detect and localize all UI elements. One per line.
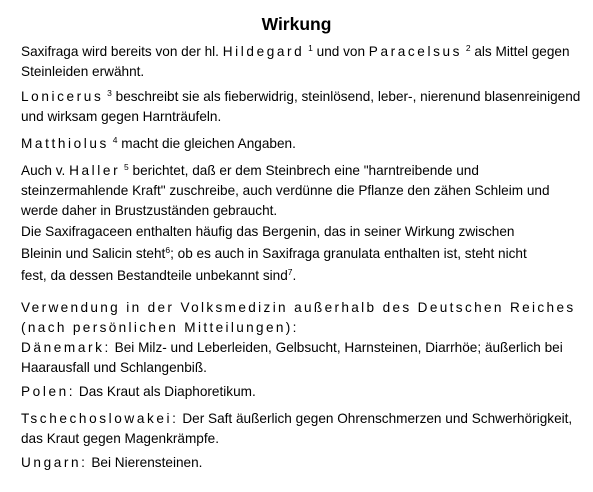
footnote-ref: 2 <box>465 43 471 53</box>
paragraph-bergenin <box>21 221 586 287</box>
text-line <box>21 243 586 265</box>
page-title: Wirkung <box>261 14 332 34</box>
text-segment: als Mittel gegen Steinleiden erwähnt. <box>21 44 570 79</box>
text-line <box>21 265 586 287</box>
footnote-ref: 7 <box>287 267 293 277</box>
text-segment: berichtet, daß er dem Steinbrech eine "harntreibende und steinzermahlende Kraft" zuschreibe, auch verdünne die Pflanze den zähen Schleim und werde daher in Brustzuständen gebraucht. <box>21 163 550 218</box>
text-segment: und von <box>312 44 369 59</box>
country-entry-daenemark <box>21 338 586 378</box>
country-text: Bei Nierensteinen. <box>87 455 203 470</box>
text-segment: ; ob es auch in Saxifraga granulata enthalten ist, steht nicht <box>170 246 527 261</box>
country-name: Polen: <box>21 384 76 399</box>
country-text: Der Saft äußerlich gegen Ohrenschmerzen und Schwerhörigkeit, das Kraut gegen Magenkrämpfe. <box>21 411 573 446</box>
author-name: Hildegard <box>222 44 305 59</box>
footnote-ref: 1 <box>308 43 313 53</box>
footnote-ref: 3 <box>107 88 112 98</box>
country-entry-tschechoslowakei <box>21 409 586 449</box>
footnote-ref: 5 <box>124 162 129 172</box>
author-name: Paracelsus <box>368 44 463 59</box>
text-segment: fest, da dessen Bestandteile unbekannt sind <box>21 268 288 283</box>
country-name: Ungarn: <box>21 455 88 470</box>
paragraph-hildegard-paracelsus <box>21 42 586 82</box>
text-segment: Bleinin und Salicin steht <box>21 246 166 261</box>
text-line: Die Saxifragaceen enthalten häufig das Bergenin, das in seiner Wirkung zwischen <box>21 224 515 239</box>
text-segment: macht die gleichen Angaben. <box>117 136 296 151</box>
country-name: Dänemark: <box>21 340 111 355</box>
author-name: Matthiolus <box>21 136 109 151</box>
country-entry-ungarn <box>21 453 586 473</box>
country-entry-polen <box>21 382 586 402</box>
author-name: Haller <box>69 163 121 178</box>
section-heading: Verwendung in der Volksmedizin außerhalb des Deutschen Reiches (nach persönlichen Mitteilungen): <box>21 300 576 335</box>
author-name: Lonicerus <box>21 89 104 104</box>
paragraph-matthiolus <box>21 134 586 154</box>
document-body <box>21 42 586 473</box>
text-segment: . <box>292 268 297 283</box>
paragraph-lonicerus <box>21 87 586 127</box>
text-segment: beschreibt sie als fieberwidrig, steinlösend, leber-, nierenund blasenreinigend und wirksam gegen Harnträufeln. <box>21 89 581 124</box>
text-segment: Saxifraga wird bereits von der hl. <box>21 44 223 59</box>
country-text: Das Kraut als Diaphoretikum. <box>75 384 256 399</box>
footnote-ref: 6 <box>165 245 171 255</box>
text-segment: Auch v. <box>21 163 70 178</box>
country-name: Tschechoslowakei: <box>21 411 179 426</box>
paragraph-haller <box>21 161 586 221</box>
footnote-ref: 4 <box>112 135 118 145</box>
country-text: Bei Milz- und Leberleiden, Gelbsucht, Harnsteinen, Diarrhöe; äußerlich bei Haarausfall und Schlangenbiß. <box>21 340 563 375</box>
